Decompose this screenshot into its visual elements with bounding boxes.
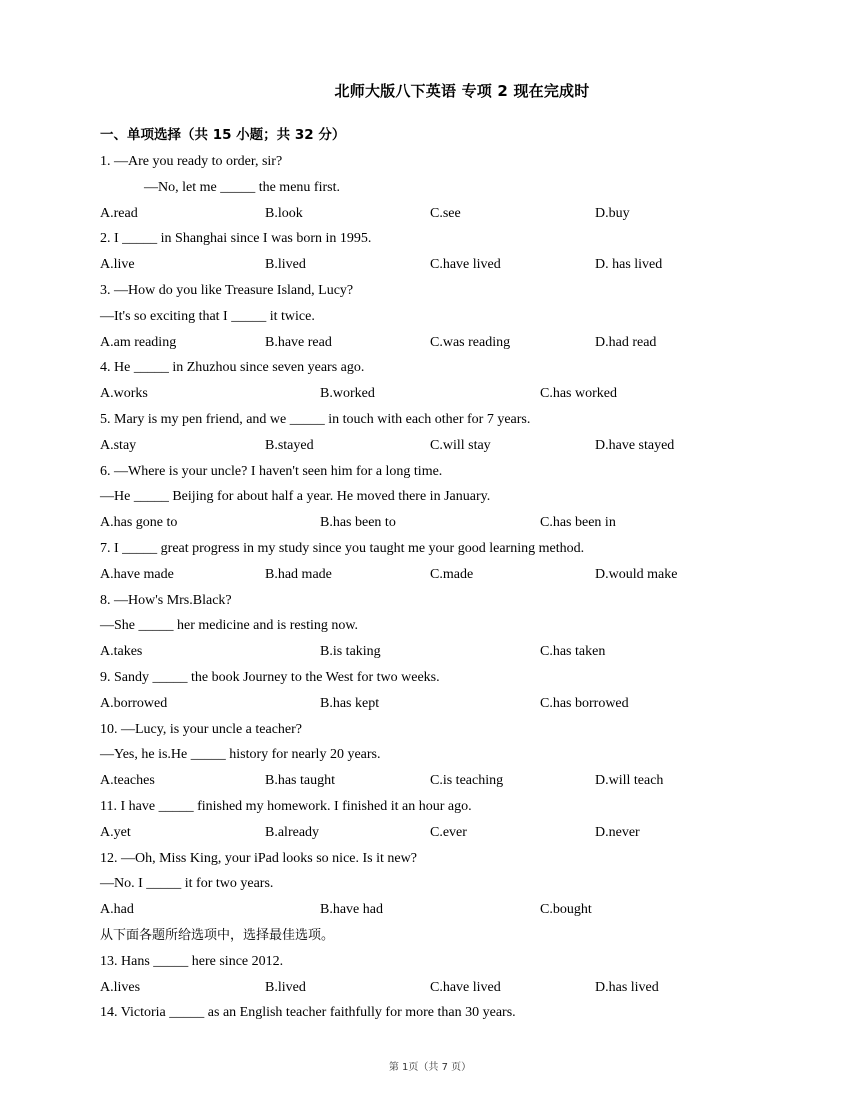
question-stem: 11. I have _____ finished my homework. I finished it an hour ago. [100, 798, 472, 814]
section-heading: 一、单项选择（共 15 小题；共 32 分） [100, 127, 346, 143]
question-dialogue-line: —No, let me _____ the menu first. [144, 179, 340, 195]
question-dialogue-line: —Yes, he is.He _____ history for nearly 20 years. [100, 747, 381, 763]
answer-options [100, 510, 800, 536]
answer-option: D.buy [595, 205, 630, 221]
answer-options [100, 975, 800, 1001]
question-stem: 13. Hans _____ here since 2012. [100, 953, 284, 969]
answer-option: A.teaches [100, 773, 155, 789]
page-title: 北师大版八下英语 专项 2 现在完成时 [334, 82, 590, 100]
answer-option: A.works [100, 386, 148, 402]
answer-option: C.ever [430, 824, 467, 840]
answer-option: C.has borrowed [540, 695, 629, 711]
answer-option: C.made [430, 566, 474, 582]
answer-options [100, 433, 800, 459]
question-stem: 6. —Where is your uncle? I haven't seen him for a long time. [100, 463, 443, 479]
answer-option: A.read [100, 205, 138, 221]
answer-option: D.has lived [595, 979, 659, 995]
answer-option: C.has taken [540, 644, 606, 660]
answer-option: C.will stay [430, 437, 491, 453]
answer-option: B.look [265, 205, 303, 221]
question-list [100, 149, 800, 1026]
question-stem: 8. —How's Mrs.Black? [100, 592, 232, 608]
answer-option: D.will teach [595, 773, 664, 789]
question-dialogue-line: —It's so exciting that I _____ it twice. [100, 308, 315, 324]
answer-option: B.has taught [265, 773, 335, 789]
answer-option: C.has been in [540, 515, 616, 531]
question-stem: 3. —How do you like Treasure Island, Lucy? [100, 282, 354, 298]
question-dialogue-line: —He _____ Beijing for about half a year. He moved there in January. [100, 489, 491, 505]
answer-option: A.has gone to [100, 515, 178, 531]
question-stem: 12. —Oh, Miss King, your iPad looks so nice. Is it new? [100, 850, 417, 866]
question-stem: 14. Victoria _____ as an English teacher faithfully for more than 30 years. [100, 1005, 516, 1021]
answer-option: C.see [430, 205, 461, 221]
answer-options [100, 820, 800, 846]
answer-option: B.has been to [320, 515, 396, 531]
answer-option: C.has worked [540, 386, 617, 402]
answer-option: C.was reading [430, 334, 511, 350]
question-stem: 2. I _____ in Shanghai since I was born in 1995. [100, 231, 372, 247]
answer-option: B.have read [265, 334, 332, 350]
answer-options [100, 201, 800, 227]
answer-option: B.lived [265, 257, 306, 273]
answer-option: D.had read [595, 334, 657, 350]
answer-option: D. has lived [595, 257, 663, 273]
answer-options [100, 639, 800, 665]
answer-option: A.have made [100, 566, 174, 582]
answer-options [100, 330, 800, 356]
answer-option: C.is teaching [430, 773, 504, 789]
answer-options [100, 562, 800, 588]
answer-option: B.stayed [265, 437, 314, 453]
answer-option: B.had made [265, 566, 332, 582]
answer-option: A.had [100, 902, 134, 918]
question-dialogue-line: —She _____ her medicine and is resting now. [100, 618, 359, 634]
answer-option: D.have stayed [595, 437, 675, 453]
question-stem: 9. Sandy _____ the book Journey to the West for two weeks. [100, 669, 440, 685]
answer-option: B.is taking [320, 644, 381, 660]
answer-option: B.worked [320, 386, 375, 402]
answer-option: C.have lived [430, 257, 501, 273]
page-footer: 第 1页（共 7 页） [388, 1062, 472, 1073]
answer-option: A.yet [100, 824, 131, 840]
answer-option: B.lived [265, 979, 306, 995]
answer-option: D.would make [595, 566, 678, 582]
answer-option: D.never [595, 824, 640, 840]
question-stem: 10. —Lucy, is your uncle a teacher? [100, 721, 303, 737]
answer-options [100, 768, 800, 794]
answer-option: A.stay [100, 437, 137, 453]
answer-option: B.already [265, 824, 320, 840]
instruction-text: 从下面各题所给选项中，选择最佳选项。 [100, 927, 335, 943]
question-stem: 7. I _____ great progress in my study since you taught me your good learning method. [100, 540, 585, 556]
answer-option: A.lives [100, 979, 141, 995]
answer-option: A.am reading [100, 334, 177, 350]
question-dialogue-line: —No. I _____ it for two years. [100, 876, 274, 892]
answer-options [100, 897, 800, 923]
question-stem: 5. Mary is my pen friend, and we _____ in touch with each other for 7 years. [100, 411, 531, 427]
answer-option: B.have had [320, 902, 383, 918]
answer-option: C.bought [540, 902, 592, 918]
question-stem: 4. He _____ in Zhuzhou since seven years ago. [100, 360, 365, 376]
answer-options [100, 252, 800, 278]
answer-option: B.has kept [320, 695, 380, 711]
answer-options [100, 381, 800, 407]
answer-option: A.borrowed [100, 695, 168, 711]
question-stem: 1. —Are you ready to order, sir? [100, 154, 283, 169]
answer-options [100, 691, 800, 717]
answer-option: C.have lived [430, 979, 501, 995]
answer-option: A.live [100, 257, 135, 273]
answer-option: A.takes [100, 644, 143, 660]
